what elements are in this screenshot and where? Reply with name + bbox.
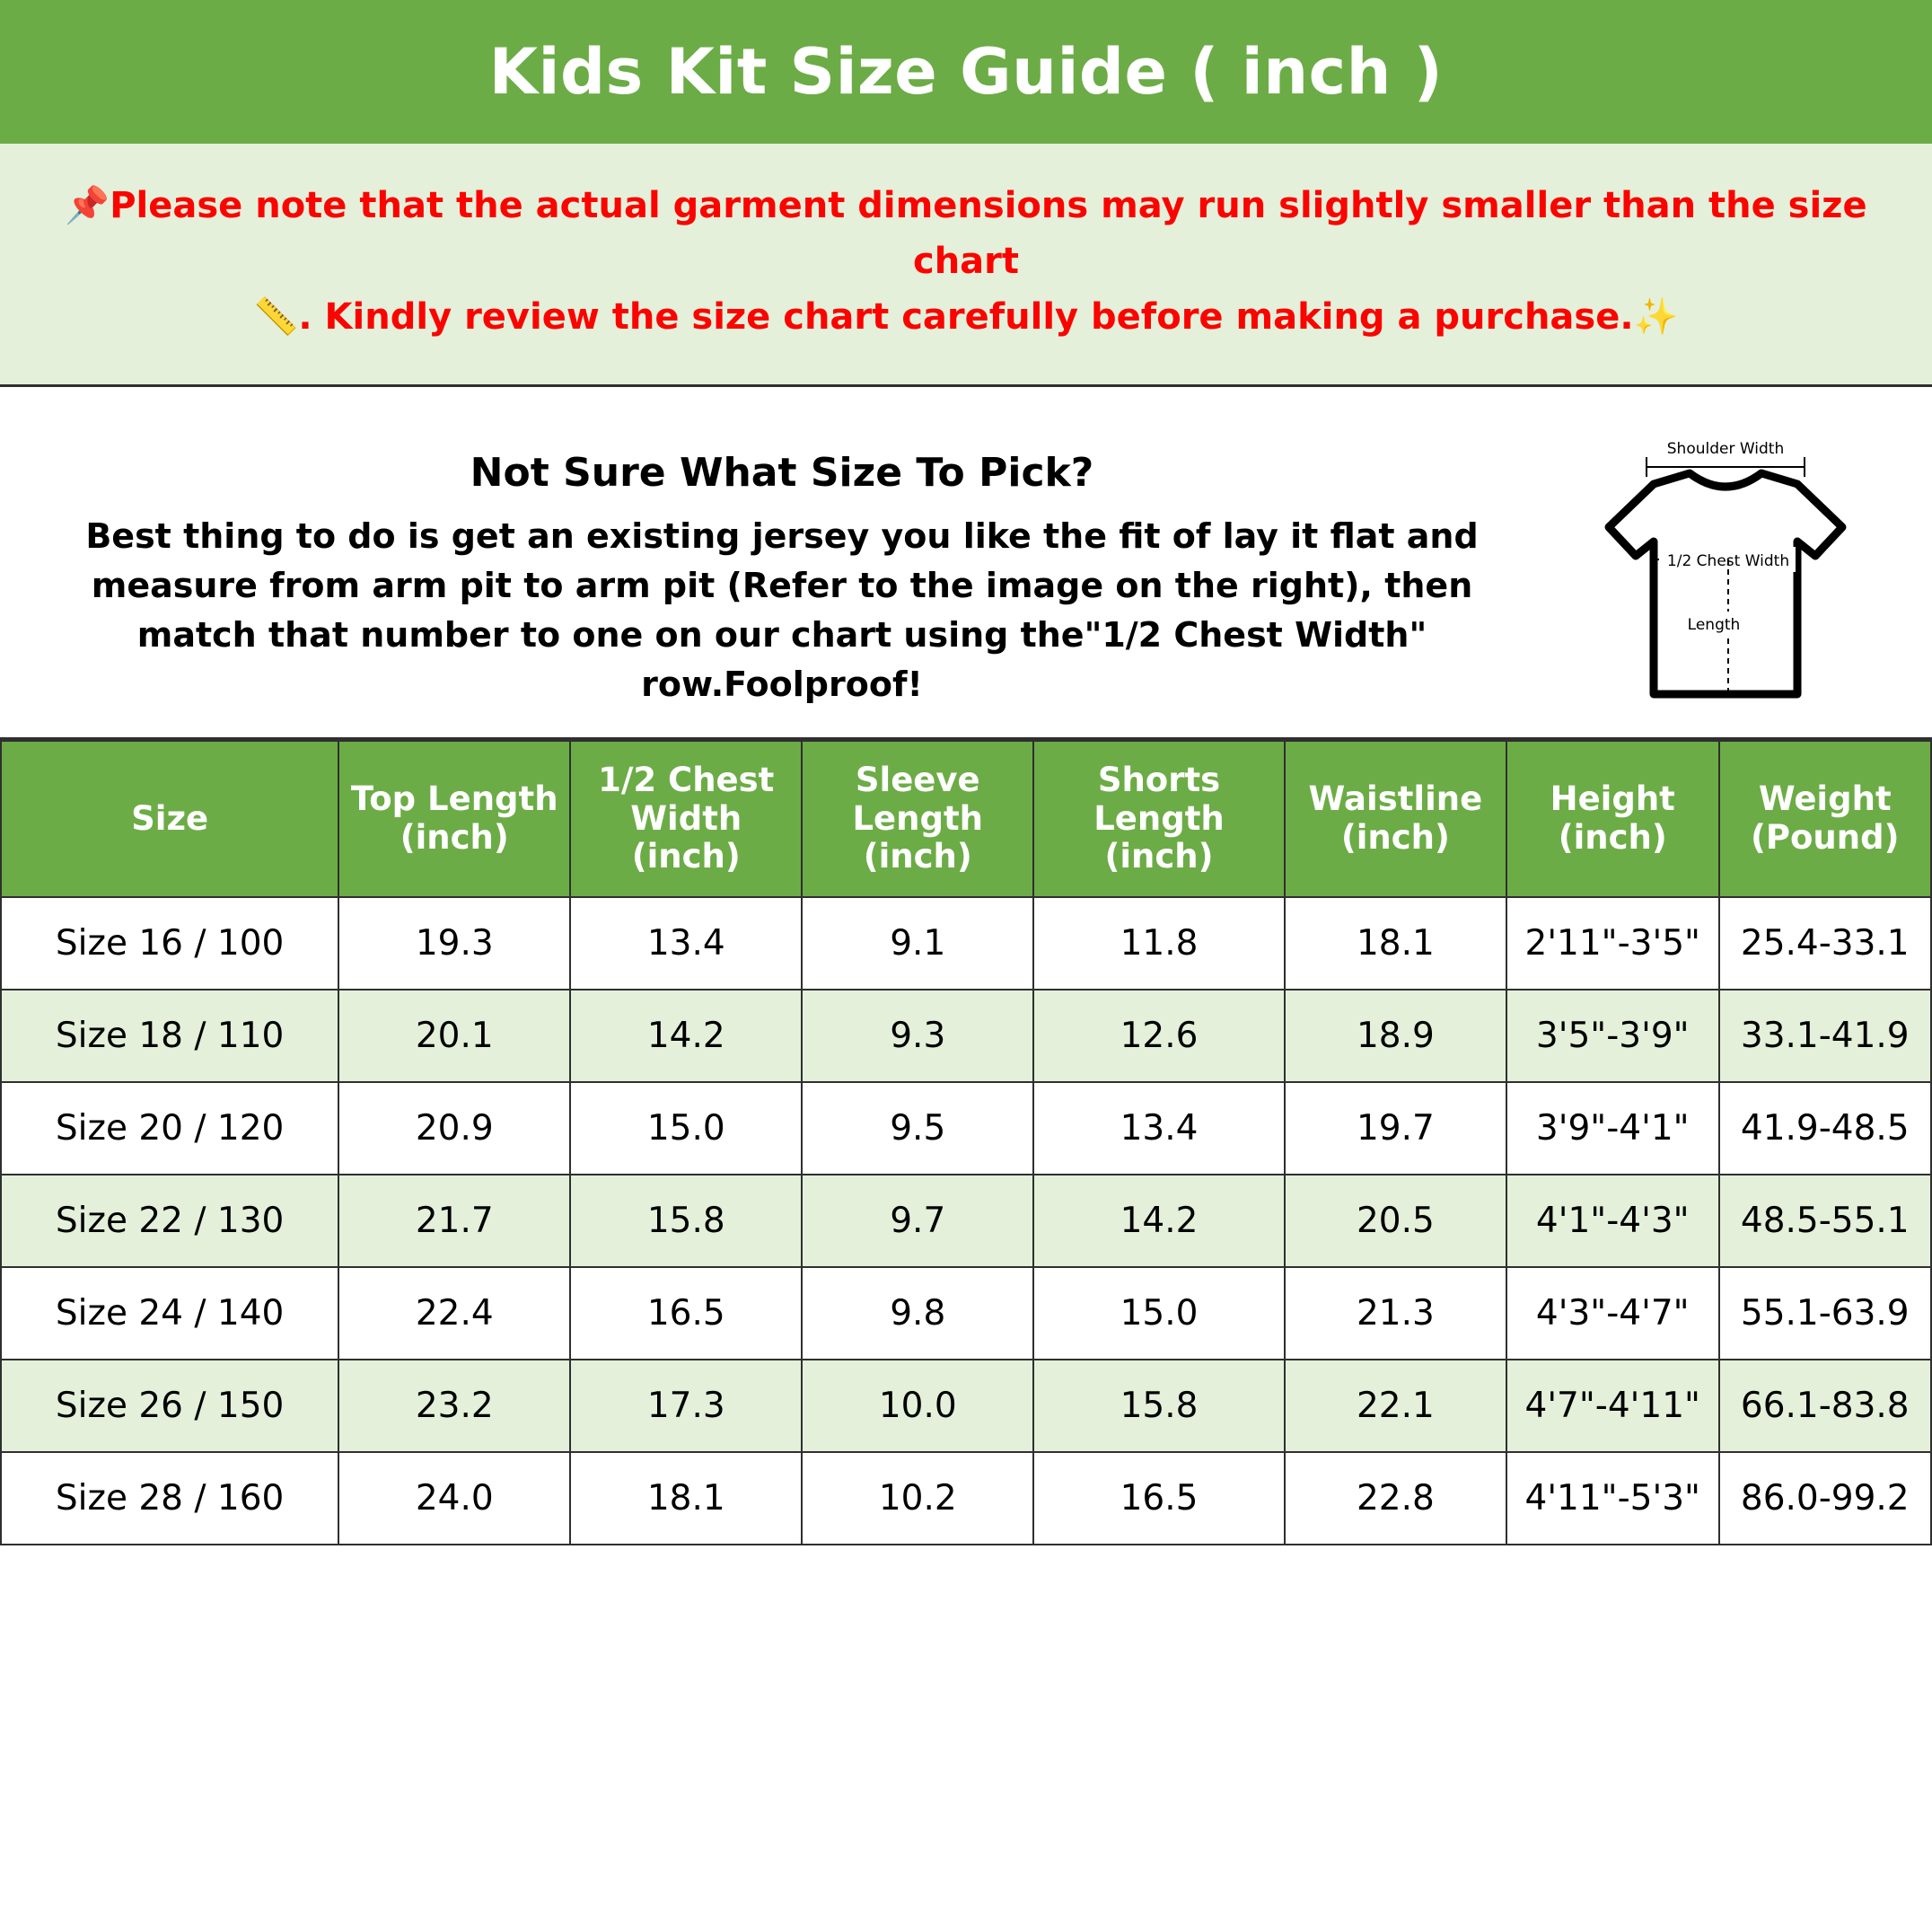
cell-sleeve-length: 9.1 bbox=[802, 897, 1033, 990]
col-header-waistline-line1: Waistline bbox=[1308, 779, 1483, 819]
cell-sleeve-length: 9.8 bbox=[802, 1267, 1033, 1360]
tshirt-measurement-diagram bbox=[1537, 423, 1914, 710]
cell-top-length: 23.2 bbox=[338, 1360, 570, 1452]
col-header-half-chest-width-line2: Width (inch) bbox=[630, 798, 742, 876]
size-help-text bbox=[18, 423, 1537, 709]
cell-waistline: 21.3 bbox=[1285, 1267, 1506, 1360]
cell-shorts-length: 11.8 bbox=[1033, 897, 1285, 990]
notice-banner bbox=[0, 144, 1932, 387]
notice-line-2: 📏. Kindly review the size chart carefully before making a purchase.✨ bbox=[253, 296, 1679, 338]
col-header-top-length bbox=[338, 741, 570, 897]
col-header-shorts-length-line2: Length (inch) bbox=[1093, 798, 1225, 876]
cell-shorts-length: 15.0 bbox=[1033, 1267, 1285, 1360]
col-header-sleeve-length-line1: Sleeve bbox=[855, 761, 980, 799]
col-header-size-line1: Size bbox=[131, 798, 209, 838]
table-row bbox=[1, 990, 1931, 1082]
cell-size: Size 28 / 160 bbox=[1, 1452, 338, 1545]
cell-sleeve-length: 10.2 bbox=[802, 1452, 1033, 1545]
svg-text:Length: Length bbox=[1687, 616, 1741, 634]
cell-half-chest-width: 15.0 bbox=[570, 1082, 802, 1175]
cell-weight: 33.1-41.9 bbox=[1719, 990, 1932, 1082]
size-help-section bbox=[0, 387, 1932, 740]
cell-half-chest-width: 17.3 bbox=[570, 1360, 802, 1452]
cell-height: 4'11"-5'3" bbox=[1506, 1452, 1719, 1545]
col-header-half-chest-width bbox=[570, 741, 802, 897]
col-header-top-length-line1: Top Length bbox=[350, 779, 558, 819]
cell-weight: 25.4-33.1 bbox=[1719, 897, 1932, 990]
cell-height: 2'11"-3'5" bbox=[1506, 897, 1719, 990]
cell-weight: 66.1-83.8 bbox=[1719, 1360, 1932, 1452]
cell-top-length: 22.4 bbox=[338, 1267, 570, 1360]
cell-size: Size 18 / 110 bbox=[1, 990, 338, 1082]
cell-height: 3'5"-3'9" bbox=[1506, 990, 1719, 1082]
cell-waistline: 22.1 bbox=[1285, 1360, 1506, 1452]
col-header-weight-line2: (Pound) bbox=[1750, 817, 1900, 857]
cell-shorts-length: 15.8 bbox=[1033, 1360, 1285, 1452]
cell-half-chest-width: 13.4 bbox=[570, 897, 802, 990]
cell-half-chest-width: 15.8 bbox=[570, 1175, 802, 1267]
cell-height: 4'3"-4'7" bbox=[1506, 1267, 1719, 1360]
cell-waistline: 18.9 bbox=[1285, 990, 1506, 1082]
size-help-title: Not Sure What Size To Pick? bbox=[470, 450, 1094, 496]
col-header-half-chest-width-line1: 1/2 Chest bbox=[598, 761, 775, 799]
svg-text:1/2 Chest Width: 1/2 Chest Width bbox=[1666, 552, 1790, 570]
page-title: Kids Kit Size Guide ( inch ) bbox=[488, 35, 1444, 109]
cell-waistline: 19.7 bbox=[1285, 1082, 1506, 1175]
cell-shorts-length: 16.5 bbox=[1033, 1452, 1285, 1545]
col-header-height bbox=[1506, 741, 1719, 897]
col-header-weight-line1: Weight bbox=[1758, 779, 1892, 819]
svg-text:Shoulder Width: Shoulder Width bbox=[1666, 441, 1785, 458]
table-row bbox=[1, 1267, 1931, 1360]
cell-size: Size 24 / 140 bbox=[1, 1267, 338, 1360]
cell-sleeve-length: 9.3 bbox=[802, 990, 1033, 1082]
col-header-size bbox=[1, 741, 338, 897]
col-header-waistline bbox=[1285, 741, 1506, 897]
cell-height: 4'7"-4'11" bbox=[1506, 1360, 1719, 1452]
notice-line-1: 📌Please note that the actual garment dimensions may run slightly smaller than the size chart bbox=[65, 185, 1867, 282]
table-header-row bbox=[1, 741, 1931, 897]
col-header-sleeve-length bbox=[802, 741, 1033, 897]
cell-top-length: 24.0 bbox=[338, 1452, 570, 1545]
cell-waistline: 22.8 bbox=[1285, 1452, 1506, 1545]
cell-sleeve-length: 9.7 bbox=[802, 1175, 1033, 1267]
tshirt-icon bbox=[1546, 441, 1905, 710]
header-bar bbox=[0, 0, 1932, 144]
cell-size: Size 22 / 130 bbox=[1, 1175, 338, 1267]
cell-weight: 55.1-63.9 bbox=[1719, 1267, 1932, 1360]
cell-shorts-length: 12.6 bbox=[1033, 990, 1285, 1082]
cell-weight: 48.5-55.1 bbox=[1719, 1175, 1932, 1267]
cell-size: Size 26 / 150 bbox=[1, 1360, 338, 1452]
table-row bbox=[1, 1082, 1931, 1175]
cell-top-length: 21.7 bbox=[338, 1175, 570, 1267]
col-header-height-line1: Height bbox=[1550, 779, 1675, 819]
table-row bbox=[1, 1360, 1931, 1452]
table-row bbox=[1, 1452, 1931, 1545]
cell-sleeve-length: 10.0 bbox=[802, 1360, 1033, 1452]
cell-weight: 86.0-99.2 bbox=[1719, 1452, 1932, 1545]
cell-top-length: 20.9 bbox=[338, 1082, 570, 1175]
table-row bbox=[1, 1175, 1931, 1267]
col-header-sleeve-length-line2: Length (inch) bbox=[852, 798, 984, 876]
cell-top-length: 20.1 bbox=[338, 990, 570, 1082]
cell-top-length: 19.3 bbox=[338, 897, 570, 990]
cell-half-chest-width: 14.2 bbox=[570, 990, 802, 1082]
cell-half-chest-width: 18.1 bbox=[570, 1452, 802, 1545]
size-help-body: Best thing to do is get an existing jersey you like the fit of lay it flat and measure from arm pit to arm pit (Refer to the image on the right), then match that number to one on our chart using the"1/2 Chest Width" row.Foolproof! bbox=[85, 516, 1479, 705]
cell-size: Size 20 / 120 bbox=[1, 1082, 338, 1175]
col-header-waistline-line2: (inch) bbox=[1340, 817, 1450, 857]
col-header-weight bbox=[1719, 741, 1932, 897]
cell-height: 4'1"-4'3" bbox=[1506, 1175, 1719, 1267]
cell-waistline: 20.5 bbox=[1285, 1175, 1506, 1267]
cell-height: 3'9"-4'1" bbox=[1506, 1082, 1719, 1175]
table-row bbox=[1, 897, 1931, 990]
size-chart-table bbox=[0, 740, 1932, 1545]
cell-shorts-length: 14.2 bbox=[1033, 1175, 1285, 1267]
cell-waistline: 18.1 bbox=[1285, 897, 1506, 990]
col-header-shorts-length bbox=[1033, 741, 1285, 897]
col-header-height-line2: (inch) bbox=[1558, 817, 1667, 857]
cell-weight: 41.9-48.5 bbox=[1719, 1082, 1932, 1175]
cell-half-chest-width: 16.5 bbox=[570, 1267, 802, 1360]
col-header-shorts-length-line1: Shorts bbox=[1097, 761, 1221, 799]
cell-size: Size 16 / 100 bbox=[1, 897, 338, 990]
cell-sleeve-length: 9.5 bbox=[802, 1082, 1033, 1175]
cell-shorts-length: 13.4 bbox=[1033, 1082, 1285, 1175]
col-header-top-length-line2: (inch) bbox=[400, 817, 509, 857]
